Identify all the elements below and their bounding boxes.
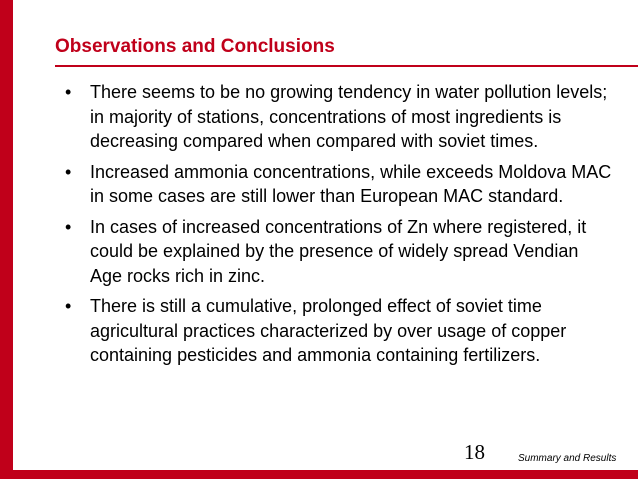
bullet-marker: • xyxy=(65,161,72,182)
bullet-text: There seems to be no growing tendency in water pollution levels; in majority of stations, concentrations of most ingredients is decreasing compared when compared with soviet times. xyxy=(90,82,608,151)
bullet-text: In cases of increased concentrations of Zn where registered, it could be explained by the presence of widely spread Vendian Age rocks rich in zinc. xyxy=(90,216,587,286)
footer-section-label: Summary and Results xyxy=(518,453,617,464)
bullet-text: Increased ammonia concentrations, while exceeds Moldova MAC in some cases are still lower than European MAC standard. xyxy=(90,161,612,206)
bullet-marker: • xyxy=(65,296,72,316)
bottom-accent-bar xyxy=(0,470,638,479)
bullet-item xyxy=(62,160,612,209)
bullet-list xyxy=(62,80,612,374)
slide-title: Observations and Conclusions xyxy=(55,36,335,57)
bullet-marker: • xyxy=(65,82,72,102)
bullet-item xyxy=(62,215,612,289)
bullet-marker: • xyxy=(65,216,72,237)
bullet-item xyxy=(62,294,612,368)
title-divider xyxy=(55,65,638,67)
bullet-text: There is still a cumulative, prolonged effect of soviet time agricultural practices characterized by over usage of copper containing pesticides and ammonia containing fertilizers. xyxy=(90,296,567,365)
left-accent-bar xyxy=(0,0,13,479)
bullet-item xyxy=(62,80,612,154)
page-number: 18 xyxy=(464,440,485,464)
